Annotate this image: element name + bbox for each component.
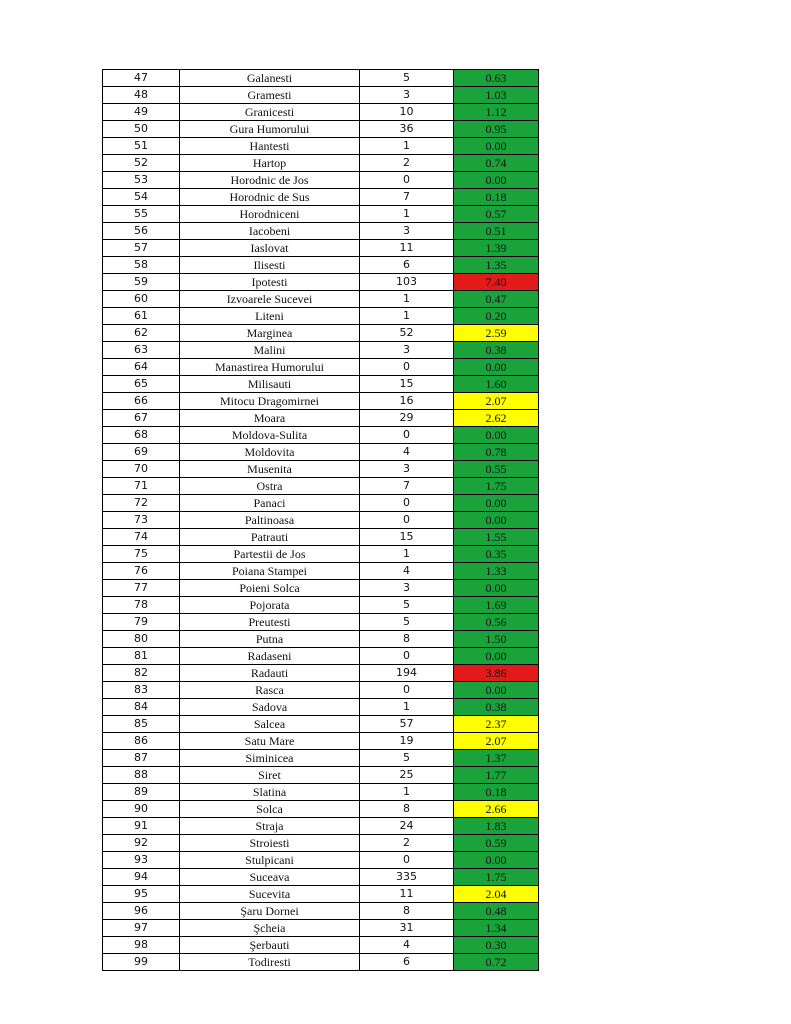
- case-count-cell: 8: [360, 801, 454, 818]
- row-number-cell: 87: [103, 750, 180, 767]
- case-count-cell: 2: [360, 835, 454, 852]
- case-count-cell: 7: [360, 478, 454, 495]
- case-count-cell: 1: [360, 138, 454, 155]
- row-number-cell: 77: [103, 580, 180, 597]
- locality-name-cell: Poieni Solca: [180, 580, 360, 597]
- incidence-rate-cell: 0.38: [454, 699, 539, 716]
- case-count-cell: 15: [360, 376, 454, 393]
- locality-name-cell: Suceava: [180, 869, 360, 886]
- locality-name-cell: Mitocu Dragomirnei: [180, 393, 360, 410]
- case-count-cell: 3: [360, 580, 454, 597]
- incidence-rate-cell: 0.00: [454, 172, 539, 189]
- table-row: [103, 138, 539, 155]
- table-row: [103, 121, 539, 138]
- case-count-cell: 3: [360, 461, 454, 478]
- locality-name-cell: Ipotesti: [180, 274, 360, 291]
- table-row: [103, 835, 539, 852]
- locality-name-cell: Rasca: [180, 682, 360, 699]
- table-row: [103, 648, 539, 665]
- incidence-rate-cell: 1.75: [454, 869, 539, 886]
- case-count-cell: 8: [360, 631, 454, 648]
- row-number-cell: 50: [103, 121, 180, 138]
- table-row: [103, 70, 539, 87]
- locality-name-cell: Izvoarele Sucevei: [180, 291, 360, 308]
- row-number-cell: 61: [103, 308, 180, 325]
- locality-name-cell: Patrauti: [180, 529, 360, 546]
- incidence-rate-cell: 1.77: [454, 767, 539, 784]
- table-row: [103, 563, 539, 580]
- case-count-cell: 10: [360, 104, 454, 121]
- table-row: [103, 529, 539, 546]
- table-row: [103, 393, 539, 410]
- locality-name-cell: Gramesti: [180, 87, 360, 104]
- locality-name-cell: Sadova: [180, 699, 360, 716]
- incidence-rate-cell: 1.35: [454, 257, 539, 274]
- table-row: [103, 478, 539, 495]
- incidence-rate-cell: 0.72: [454, 954, 539, 971]
- row-number-cell: 79: [103, 614, 180, 631]
- incidence-rate-cell: 0.48: [454, 903, 539, 920]
- row-number-cell: 91: [103, 818, 180, 835]
- case-count-cell: 57: [360, 716, 454, 733]
- incidence-rate-cell: 2.07: [454, 393, 539, 410]
- row-number-cell: 63: [103, 342, 180, 359]
- case-count-cell: 0: [360, 172, 454, 189]
- row-number-cell: 54: [103, 189, 180, 206]
- case-count-cell: 7: [360, 189, 454, 206]
- incidence-rate-cell: 0.59: [454, 835, 539, 852]
- table-row: [103, 308, 539, 325]
- case-count-cell: 4: [360, 937, 454, 954]
- case-count-cell: 3: [360, 223, 454, 240]
- row-number-cell: 82: [103, 665, 180, 682]
- case-count-cell: 2: [360, 155, 454, 172]
- incidence-rate-cell: 0.95: [454, 121, 539, 138]
- row-number-cell: 73: [103, 512, 180, 529]
- table-row: [103, 546, 539, 563]
- incidence-rate-cell: 0.74: [454, 155, 539, 172]
- row-number-cell: 76: [103, 563, 180, 580]
- incidence-rate-cell: 3.86: [454, 665, 539, 682]
- locality-name-cell: Satu Mare: [180, 733, 360, 750]
- row-number-cell: 48: [103, 87, 180, 104]
- incidence-rate-cell: 1.34: [454, 920, 539, 937]
- locality-name-cell: Iaslovat: [180, 240, 360, 257]
- locality-name-cell: Şaru Dornei: [180, 903, 360, 920]
- case-count-cell: 1: [360, 784, 454, 801]
- row-number-cell: 59: [103, 274, 180, 291]
- case-count-cell: 1: [360, 699, 454, 716]
- table-row: [103, 257, 539, 274]
- case-count-cell: 25: [360, 767, 454, 784]
- table-row: [103, 682, 539, 699]
- incidence-rate-cell: 0.00: [454, 359, 539, 376]
- case-count-cell: 0: [360, 512, 454, 529]
- locality-name-cell: Radauti: [180, 665, 360, 682]
- row-number-cell: 62: [103, 325, 180, 342]
- case-count-cell: 31: [360, 920, 454, 937]
- locality-name-cell: Ilisesti: [180, 257, 360, 274]
- row-number-cell: 47: [103, 70, 180, 87]
- locality-name-cell: Stroiesti: [180, 835, 360, 852]
- row-number-cell: 92: [103, 835, 180, 852]
- row-number-cell: 58: [103, 257, 180, 274]
- locality-name-cell: Horodnic de Jos: [180, 172, 360, 189]
- incidence-rate-cell: 1.69: [454, 597, 539, 614]
- incidence-rate-cell: 0.56: [454, 614, 539, 631]
- incidence-rate-cell: 0.00: [454, 580, 539, 597]
- incidence-rate-cell: 0.35: [454, 546, 539, 563]
- locality-name-cell: Şerbauti: [180, 937, 360, 954]
- incidence-rate-cell: 1.37: [454, 750, 539, 767]
- table-row: [103, 325, 539, 342]
- case-count-cell: 3: [360, 87, 454, 104]
- table-row: [103, 359, 539, 376]
- table-row: [103, 410, 539, 427]
- table-body: [103, 70, 539, 971]
- table-row: [103, 597, 539, 614]
- row-number-cell: 69: [103, 444, 180, 461]
- locality-name-cell: Musenita: [180, 461, 360, 478]
- table-row: [103, 903, 539, 920]
- table-row: [103, 665, 539, 682]
- locality-name-cell: Sucevita: [180, 886, 360, 903]
- row-number-cell: 94: [103, 869, 180, 886]
- case-count-cell: 1: [360, 291, 454, 308]
- case-count-cell: 15: [360, 529, 454, 546]
- row-number-cell: 84: [103, 699, 180, 716]
- locality-name-cell: Pojorata: [180, 597, 360, 614]
- row-number-cell: 90: [103, 801, 180, 818]
- case-count-cell: 335: [360, 869, 454, 886]
- case-count-cell: 0: [360, 495, 454, 512]
- case-count-cell: 194: [360, 665, 454, 682]
- locality-name-cell: Radaseni: [180, 648, 360, 665]
- case-count-cell: 1: [360, 546, 454, 563]
- row-number-cell: 81: [103, 648, 180, 665]
- table-row: [103, 767, 539, 784]
- locality-name-cell: Salcea: [180, 716, 360, 733]
- case-count-cell: 0: [360, 648, 454, 665]
- case-count-cell: 1: [360, 308, 454, 325]
- row-number-cell: 55: [103, 206, 180, 223]
- incidence-rate-cell: 1.03: [454, 87, 539, 104]
- incidence-rate-cell: 1.83: [454, 818, 539, 835]
- row-number-cell: 78: [103, 597, 180, 614]
- incidence-rate-cell: 1.50: [454, 631, 539, 648]
- table-row: [103, 580, 539, 597]
- table-row: [103, 920, 539, 937]
- row-number-cell: 75: [103, 546, 180, 563]
- case-count-cell: 5: [360, 70, 454, 87]
- locality-name-cell: Galanesti: [180, 70, 360, 87]
- locality-name-cell: Manastirea Humorului: [180, 359, 360, 376]
- incidence-rate-cell: 2.59: [454, 325, 539, 342]
- case-count-cell: 36: [360, 121, 454, 138]
- case-count-cell: 0: [360, 359, 454, 376]
- locality-name-cell: Moara: [180, 410, 360, 427]
- row-number-cell: 72: [103, 495, 180, 512]
- table-row: [103, 240, 539, 257]
- incidence-rate-cell: 1.55: [454, 529, 539, 546]
- locality-name-cell: Moldovita: [180, 444, 360, 461]
- table-row: [103, 784, 539, 801]
- incidence-rate-cell: 1.12: [454, 104, 539, 121]
- table-row: [103, 716, 539, 733]
- row-number-cell: 88: [103, 767, 180, 784]
- locality-name-cell: Hantesti: [180, 138, 360, 155]
- row-number-cell: 56: [103, 223, 180, 240]
- table-row: [103, 699, 539, 716]
- locality-name-cell: Ostra: [180, 478, 360, 495]
- row-number-cell: 65: [103, 376, 180, 393]
- table-row: [103, 495, 539, 512]
- incidence-rate-cell: 0.00: [454, 495, 539, 512]
- locality-name-cell: Gura Humorului: [180, 121, 360, 138]
- case-count-cell: 1: [360, 206, 454, 223]
- case-count-cell: 6: [360, 954, 454, 971]
- locality-name-cell: Solca: [180, 801, 360, 818]
- incidence-rate-cell: 0.00: [454, 427, 539, 444]
- row-number-cell: 49: [103, 104, 180, 121]
- locality-name-cell: Partestii de Jos: [180, 546, 360, 563]
- row-number-cell: 80: [103, 631, 180, 648]
- table-row: [103, 750, 539, 767]
- locality-name-cell: Moldova-Sulita: [180, 427, 360, 444]
- locality-name-cell: Horodnic de Sus: [180, 189, 360, 206]
- row-number-cell: 64: [103, 359, 180, 376]
- locality-name-cell: Poiana Stampei: [180, 563, 360, 580]
- incidence-rate-cell: 1.75: [454, 478, 539, 495]
- incidence-rate-cell: 2.04: [454, 886, 539, 903]
- locality-name-cell: Şcheia: [180, 920, 360, 937]
- table-row: [103, 223, 539, 240]
- incidence-rate-cell: 0.47: [454, 291, 539, 308]
- case-count-cell: 11: [360, 240, 454, 257]
- table-row: [103, 376, 539, 393]
- incidence-rate-cell: 0.00: [454, 138, 539, 155]
- row-number-cell: 70: [103, 461, 180, 478]
- table-row: [103, 104, 539, 121]
- case-count-cell: 16: [360, 393, 454, 410]
- case-count-cell: 5: [360, 750, 454, 767]
- case-count-cell: 0: [360, 427, 454, 444]
- table-row: [103, 427, 539, 444]
- table-row: [103, 614, 539, 631]
- incidence-rate-cell: 0.18: [454, 784, 539, 801]
- incidence-rate-cell: 1.60: [454, 376, 539, 393]
- incidence-rate-cell: 0.00: [454, 512, 539, 529]
- row-number-cell: 93: [103, 852, 180, 869]
- case-count-cell: 24: [360, 818, 454, 835]
- table-row: [103, 869, 539, 886]
- case-count-cell: 5: [360, 614, 454, 631]
- incidence-rate-cell: 2.07: [454, 733, 539, 750]
- locality-name-cell: Iacobeni: [180, 223, 360, 240]
- incidence-rate-cell: 0.00: [454, 852, 539, 869]
- incidence-rate-cell: 0.30: [454, 937, 539, 954]
- locality-name-cell: Slatina: [180, 784, 360, 801]
- incidence-rate-cell: 0.57: [454, 206, 539, 223]
- case-count-cell: 4: [360, 563, 454, 580]
- row-number-cell: 96: [103, 903, 180, 920]
- locality-name-cell: Siminicea: [180, 750, 360, 767]
- row-number-cell: 51: [103, 138, 180, 155]
- row-number-cell: 66: [103, 393, 180, 410]
- incidence-rate-cell: 7.40: [454, 274, 539, 291]
- incidence-rate-cell: 0.51: [454, 223, 539, 240]
- data-table: [102, 69, 539, 971]
- locality-name-cell: Malini: [180, 342, 360, 359]
- table-row: [103, 155, 539, 172]
- row-number-cell: 86: [103, 733, 180, 750]
- case-count-cell: 19: [360, 733, 454, 750]
- incidence-rate-cell: 1.33: [454, 563, 539, 580]
- incidence-rate-cell: 0.38: [454, 342, 539, 359]
- locality-name-cell: Putna: [180, 631, 360, 648]
- case-count-cell: 6: [360, 257, 454, 274]
- row-number-cell: 89: [103, 784, 180, 801]
- case-count-cell: 3: [360, 342, 454, 359]
- row-number-cell: 98: [103, 937, 180, 954]
- locality-name-cell: Marginea: [180, 325, 360, 342]
- case-count-cell: 0: [360, 682, 454, 699]
- incidence-rate-cell: 2.37: [454, 716, 539, 733]
- case-count-cell: 0: [360, 852, 454, 869]
- locality-name-cell: Todiresti: [180, 954, 360, 971]
- row-number-cell: 57: [103, 240, 180, 257]
- table-row: [103, 954, 539, 971]
- incidence-rate-cell: 0.20: [454, 308, 539, 325]
- row-number-cell: 85: [103, 716, 180, 733]
- table-row: [103, 274, 539, 291]
- case-count-cell: 5: [360, 597, 454, 614]
- incidence-rate-cell: 0.55: [454, 461, 539, 478]
- case-count-cell: 29: [360, 410, 454, 427]
- row-number-cell: 97: [103, 920, 180, 937]
- locality-name-cell: Paltinoasa: [180, 512, 360, 529]
- case-count-cell: 4: [360, 444, 454, 461]
- table-row: [103, 172, 539, 189]
- case-count-cell: 52: [360, 325, 454, 342]
- row-number-cell: 60: [103, 291, 180, 308]
- table-row: [103, 189, 539, 206]
- row-number-cell: 99: [103, 954, 180, 971]
- row-number-cell: 68: [103, 427, 180, 444]
- incidence-rate-cell: 0.00: [454, 682, 539, 699]
- table-row: [103, 444, 539, 461]
- locality-name-cell: Granicesti: [180, 104, 360, 121]
- table-row: [103, 937, 539, 954]
- table-row: [103, 512, 539, 529]
- row-number-cell: 83: [103, 682, 180, 699]
- table-row: [103, 87, 539, 104]
- table-row: [103, 852, 539, 869]
- locality-name-cell: Stulpicani: [180, 852, 360, 869]
- locality-name-cell: Straja: [180, 818, 360, 835]
- case-count-cell: 11: [360, 886, 454, 903]
- locality-name-cell: Liteni: [180, 308, 360, 325]
- table-row: [103, 733, 539, 750]
- case-count-cell: 8: [360, 903, 454, 920]
- locality-name-cell: Hartop: [180, 155, 360, 172]
- table-row: [103, 461, 539, 478]
- row-number-cell: 67: [103, 410, 180, 427]
- incidence-rate-cell: 0.63: [454, 70, 539, 87]
- incidence-rate-cell: 0.78: [454, 444, 539, 461]
- table-row: [103, 886, 539, 903]
- incidence-rate-cell: 0.18: [454, 189, 539, 206]
- locality-name-cell: Milisauti: [180, 376, 360, 393]
- row-number-cell: 52: [103, 155, 180, 172]
- locality-name-cell: Horodniceni: [180, 206, 360, 223]
- table-row: [103, 291, 539, 308]
- row-number-cell: 95: [103, 886, 180, 903]
- row-number-cell: 71: [103, 478, 180, 495]
- table-row: [103, 342, 539, 359]
- incidence-rate-cell: 2.62: [454, 410, 539, 427]
- row-number-cell: 74: [103, 529, 180, 546]
- incidence-rate-cell: 0.00: [454, 648, 539, 665]
- table-row: [103, 818, 539, 835]
- locality-name-cell: Panaci: [180, 495, 360, 512]
- locality-name-cell: Preutesti: [180, 614, 360, 631]
- row-number-cell: 53: [103, 172, 180, 189]
- table-row: [103, 631, 539, 648]
- table-row: [103, 801, 539, 818]
- locality-name-cell: Siret: [180, 767, 360, 784]
- incidence-rate-cell: 1.39: [454, 240, 539, 257]
- incidence-rate-cell: 2.66: [454, 801, 539, 818]
- case-count-cell: 103: [360, 274, 454, 291]
- table-row: [103, 206, 539, 223]
